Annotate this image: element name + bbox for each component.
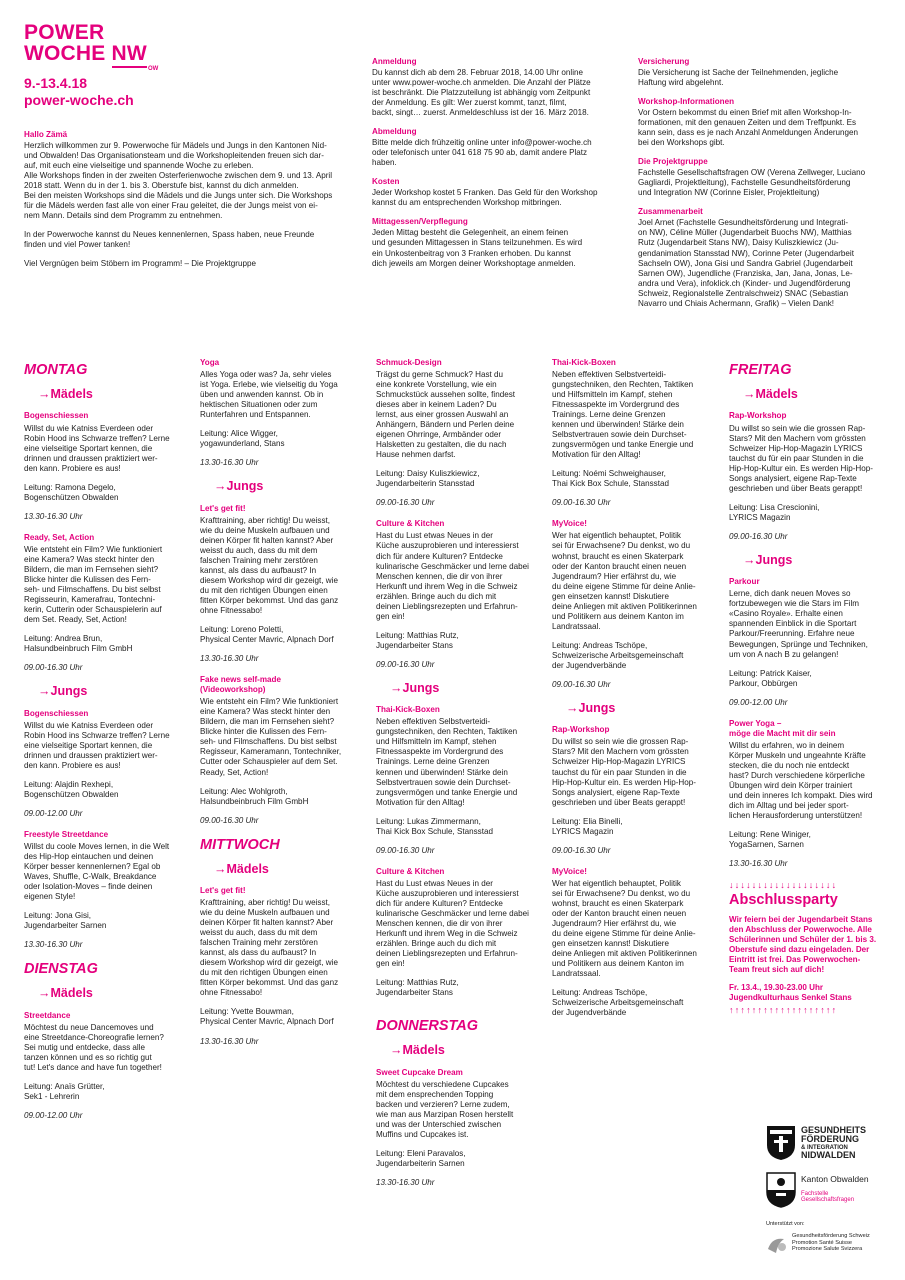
logo-title-line1: POWER [24, 21, 105, 44]
workshop-leader: Leitung: Ramona Degelo, Bogenschützen Obwalden [24, 482, 119, 502]
workshop-time: 13.30-16.30 Uhr [24, 940, 83, 950]
workshop-entry[interactable] [24, 709, 189, 819]
intro-section [24, 130, 359, 269]
workshop-leader: Leitung: Andreas Tschöpe, Schweizerische Arbeitsgemeinschaft der Jugendverbände [552, 640, 684, 670]
program-column-4 [552, 358, 717, 1038]
workshop-time: 09.00-12.00 Uhr [24, 1110, 83, 1120]
workshop-time: 13.30-16.30 Uhr [376, 1177, 435, 1187]
workshop-leader: Leitung: Alec Wohlgroth, Halsundbeinbruch Film GmbH [200, 786, 309, 806]
workshop-leader: Leitung: Lisa Crescionini, LYRICS Magazin [729, 502, 820, 522]
info-middle-text: Jeder Workshop kostet 5 Franken. Das Geld für den Workshop kannst du am entsprechenden Workshop mitbringen. [372, 188, 598, 208]
workshop-time: 09.00-16.30 Uhr [552, 679, 611, 689]
info-middle-title: Kosten [372, 177, 400, 187]
workshop-title: Let's get fit! [200, 503, 246, 513]
workshop-title: Rap-Workshop [729, 411, 787, 421]
workshop-time: 09.00-16.30 Uhr [200, 815, 259, 825]
workshop-description: Krafttraining, aber richtig! Du weisst, wie du deine Muskeln aufbauen und deinen Körper fit halten kannst? Aber weisst du auch, dass du mit dem falschen Training mehr zerstören kannst, als dass du aufbaust? In diesem Workshop wird dir gezeigt, wie du mit den richtigen Übungen einen fitten Körper bekommst. Und das ganz ohne Fitnessabo! [200, 898, 339, 998]
workshop-leader: Leitung: Lukas Zimmermann, Thai Kick Box Schule, Stansstad [376, 816, 493, 836]
workshop-description: Du willst so sein wie die grossen Rap- Stars? Mit den Machern vom grössten Schweizer Hip-Hop-Magazin LYRICS tauchst du für ein paar Stunden in die Hip-Hop-Kultur ein. Es werden Hip-Hop- Songs analysiert, eigene Rap-Texte geschrieben und über Beats gerappt! [552, 737, 696, 807]
intro-paragraph-3: Viel Vergnügen beim Stöbern im Programm! – Die Projektgruppe [24, 259, 256, 269]
workshop-leader: Leitung: Anaïs Grütter, Sek1 - Lehrerin [24, 1081, 105, 1101]
workshop-entry[interactable] [729, 719, 894, 869]
workshop-entry[interactable] [200, 504, 365, 664]
workshop-entry[interactable] [200, 675, 365, 825]
workshop-title: Streetdance [24, 1010, 71, 1020]
workshop-title: Culture & Kitchen [376, 866, 445, 876]
group-heading: →Jungs [38, 684, 88, 699]
workshop-description: Wer hat eigentlich behauptet, Politik sei für Erwachsene? Du denkst, wo du wohnst, braucht es einen Skaterpark oder der Kanton braucht einen neuen Jugendraum? Hier erfährst du, wie du deine eigene Stimme für deine Anlie- gen einsetzen kannst! Diskutiere deine Anliegen mit aktiven Politikerinnen und Politikern aus deinem Kanton im Landratssaal. [552, 878, 697, 979]
ow-logo-sub: Fachstelle Gesellschaftsfragen [801, 1190, 855, 1204]
workshop-title: Freestyle Streetdance [24, 829, 109, 839]
workshop-time: 09.00-16.30 Uhr [552, 498, 611, 508]
workshop-title: Bogenschiessen [24, 411, 89, 421]
event-website[interactable]: power-woche.ch [24, 92, 134, 109]
workshop-entry[interactable] [552, 358, 717, 508]
workshop-entry[interactable] [552, 725, 717, 855]
logo-woche: WOCHE [24, 42, 106, 66]
workshop-description: Willst du erfahren, wo in deinem Körper Muskeln und ungeahnte Kräfte stecken, die du noch nie entdeckt hast? Durch verschiedene körperliche Übungen wird dein Körper trainiert und dein inneres Ich kompakt. Dies wird dich im Alltag und bei jeder sport- lichen Herausforderung unterstützen! [729, 740, 873, 820]
workshop-entry[interactable] [24, 1011, 189, 1121]
nidwalden-shield-icon [766, 1125, 796, 1161]
workshop-leader: Leitung: Andreas Tschöpe, Schweizerische Arbeitsgemeinschaft der Jugendverbände [552, 988, 684, 1018]
workshop-description: Willst du coole Moves lernen, in die Welt des Hip-Hop eintauchen und deinen Körper besser kennenlernen? Egal ob Waves, Shuffle, C-Walk, Breakdance oder Isolation-Moves – finde deinen eigenen Style! [24, 841, 170, 902]
workshop-time: 13.30-16.30 Uhr [200, 1036, 259, 1046]
abschluss-title: Abschlussparty [729, 892, 838, 909]
workshop-leader: Leitung: Loreno Poletti, Physical Center Mavric, Alpnach Dorf [200, 625, 334, 645]
workshop-leader: Leitung: Eleni Paravalos, Jugendarbeiterin Sarnen [376, 1148, 466, 1168]
workshop-title: Culture & Kitchen [376, 519, 445, 529]
workshop-time: 09.00-12.00 Uhr [729, 697, 788, 707]
workshop-title: Thai-Kick-Boxen [552, 358, 616, 367]
day-heading: DONNERSTAG [376, 1018, 479, 1035]
logo-gesundheitsfoerderung-nw [766, 1125, 891, 1161]
ow-logo-name: Kanton Obwalden [801, 1174, 869, 1184]
workshop-description: Alles Yoga oder was? Ja, sehr vieles ist Yoga. Erlebe, wie vielseitig du Yoga üben und anwenden kannst. Ob in hektischen Situationen oder zum Runterfahren und Entspannen. [200, 370, 338, 420]
day-heading: MONTAG [24, 362, 88, 378]
info-right-title: Die Projektgruppe [638, 157, 708, 167]
workshop-entry[interactable] [200, 886, 365, 1046]
logo-kanton-obwalden [766, 1172, 896, 1208]
workshop-leader: Leitung: Alice Wigger, yogawunderland, Stans [200, 429, 285, 449]
workshop-leader: Leitung: Elia Binelli, LYRICS Magazin [552, 816, 623, 836]
workshop-entry[interactable] [552, 867, 717, 1027]
info-right-text: Vor Ostern bekommst du einen Brief mit allen Workshop-In- formationen, mit den genauen Zeiten und dem Treffpunkt. Es kann sein, dass es je nach Anzahl Anmeldungen Änderungen bei den Workshops gibt. [638, 108, 859, 148]
group-heading: →Mädels [38, 986, 93, 1001]
workshop-title: Schmuck-Design [376, 358, 442, 367]
workshop-description: Wie entsteht ein Film? Wie funktioniert eine Kamera? Was steckt hinter den Bildern, die man im Fernsehen sieht? Blicke hinter die Kulissen des Fern- seh- und Filmschaffens. Du bist selbst Regisseurin, Kamerafrau, Tontechni- kerin, Cutterin oder Schauspielerin auf dem Set. Ready, Set, Action! [24, 544, 163, 624]
workshop-entry[interactable] [376, 705, 541, 855]
info-middle-title: Abmeldung [372, 127, 417, 137]
workshop-leader: Leitung: Noémi Schweighauser, Thai Kick Box Schule, Stansstad [552, 469, 669, 489]
workshop-title: Power Yoga – möge die Macht mit dir sein [729, 718, 836, 738]
workshop-title: Parkour [729, 577, 760, 587]
workshop-leader: Leitung: Alajdin Rexhepi, Bogenschützen Obwalden [24, 779, 119, 799]
workshop-time: 09.00-16.30 Uhr [376, 498, 435, 508]
group-heading: →Mädels [214, 861, 269, 876]
group-heading: →Mädels [743, 386, 798, 401]
intro-paragraph-2: In der Powerwoche kannst du Neues kennenlernen, Spass haben, neue Freunde finden und viel Power tanken! [24, 230, 315, 250]
workshop-description: Krafttraining, aber richtig! Du weisst, wie du deine Muskeln aufbauen und deinen Körper fit halten kannst? Aber weisst du auch, dass du mit dem falschen Training mehr zerstören kannst, als dass du aufbaust? In diesem Workshop wird dir gezeigt, wie du mit den richtigen Übungen einen fitten Körper bekommst. Und das ganz ohne Fitnessabo! [200, 515, 339, 616]
workshop-description: Trägst du gerne Schmuck? Hast du eine konkrete Vorstellung, wie ein Schmuckstück aussehen sollte, findest dieses aber in keinem Laden? Du lernst, aus einer grossen Auswahl an Anhängern, Bändern und Perlen deine eigenen Ohrringe, Armbänder oder Halsketten zu gestalten, die du nach Hause nehmen darfst. [376, 370, 516, 460]
workshop-time: 09.00-16.30 Uhr [376, 845, 435, 855]
workshop-description: Neben effektiven Selbstverteidi- gungstechniken, den Rechten, Taktiken und Hilfsmitteln im Kampf, stehen Fitnessaspekte im Vordergrund des Trainings. Lerne deine Grenzen kennen und überwinden! Stärke dein Selbstvertrauen sowie dein Durchset- zungsvermögen und tanke Energie und Motivation für den Alltag! [552, 370, 694, 460]
workshop-entry[interactable] [24, 533, 189, 673]
workshop-description: Hast du Lust etwas Neues in der Küche auszuprobieren und interessierst dich für andere Kulturen? Entdecke kulinarische Geschmäcker und lerne dabei Menschen kennen, die dir von ihrer Herkunft und ihrem Weg in die Schweiz erzählen. Bringe auch du dich mit deinen Lieblingsrezepten und Erfahrun- gen ein! [376, 531, 529, 621]
workshop-leader: Leitung: Jona Gisi, Jugendarbeiter Sarnen [24, 911, 107, 931]
intro-paragraph-1: Herzlich willkommen zur 9. Powerwoche für Mädels und Jungs in den Kantonen Nid- und Obwalden! Das Organisationsteam und die Workshopleitenden freuen sich dar- auf, mit euch eine vielseitige und spannende Woche zu erleben. Alle Workshops finden in der zweiten Osterferienwoche zwischen dem 9. und 13. April 2018 statt. Wenn du in der 1. bis 3. Oberstufe bist, kannst du dich anmelden. Bei den meisten Workshops sind die Mädels und die Jungs unter sich. Die Workshops für die Mädels werden fast alle von einer Frau geleitet, die der Jungs meist von ei- nem Mann. Details sind dem Programm zu entnehmen. [24, 141, 333, 221]
supported-by-label: Unterstützt von: [766, 1221, 805, 1227]
workshop-title: Yoga [200, 358, 220, 367]
workshop-title: Thai-Kick-Boxen [376, 705, 440, 715]
logo-gesundheitsfoerderung-schweiz [766, 1221, 896, 1255]
info-right-title: Zusammenarbeit [638, 207, 703, 217]
workshop-description: Möchtest du verschiedene Cupcakes mit dem ensprechenden Topping backen und verzieren? Lerne zudem, wie man aus Marzipan Rosen herstellt und was der Unterschied zwischen Muffins und Cupcakes ist. [376, 1079, 514, 1139]
workshop-title: Sweet Cupcake Dream [376, 1067, 463, 1077]
nw-logo-line1: GESUNDHEITS [801, 1124, 867, 1135]
workshop-entry[interactable] [376, 1068, 541, 1188]
logo-nw: NW [112, 42, 147, 68]
logo-ow: OW [148, 65, 159, 72]
workshop-leader: Leitung: Matthias Rutz, Jugendarbeiter Stans [376, 630, 459, 650]
workshop-title: Rap-Workshop [552, 725, 610, 735]
intro-heading: Hallo Zämä [24, 130, 68, 139]
nw-logo-line3: & INTEGRATION [801, 1144, 848, 1151]
gesundheitsfoerderung-schweiz-icon [766, 1233, 788, 1255]
group-heading: →Jungs [390, 680, 440, 695]
info-middle-title: Mittagessen/Verpflegung [372, 217, 468, 227]
workshop-leader: Leitung: Daisy Kuliszkiewicz, Jugendarbeiterin Stansstad [376, 469, 480, 489]
nw-logo-line2: FÖRDERUNG [801, 1134, 859, 1145]
workshop-title: MyVoice! [552, 866, 587, 876]
day-heading: MITTWOCH [200, 836, 280, 853]
workshop-description: Neben effektiven Selbstverteidi- gungstechniken, den Rechten, Taktiken und Hilfsmitteln im Kampf, stehen Fitnessaspekte im Vordergrund des Trainings. Lerne deine Grenzen kennen und überwinden! Stärke dein Selbstvertrauen sowie dein Durchset- zungsvermögen und tanke Energie und Motivation für den Alltag! [376, 717, 518, 807]
day-heading: DIENSTAG [24, 961, 98, 978]
group-heading: →Jungs [743, 552, 793, 567]
abschluss-description: Wir feiern bei der Jugendarbeit Stans den Abschluss der Powerwoche. Alle Schülerinnen und Schüler der 1. bis 3. Oberstufe sind dazu eingeladen. Der Eintritt ist frei. Das Powerwochen- Team freut sich auf dich! [729, 915, 877, 975]
workshop-description: Willst du wie Katniss Everdeen oder Robin Hood ins Schwarze treffen? Lerne eine vielseitige Sportart kennen, die drinnen und draussen praktiziert wer- den kann. Probiere es aus! [24, 720, 170, 770]
info-middle-text: Jeden Mittag besteht die Gelegenheit, an einem feinen und gesunden Mittagessen in Stans teilzunehmen. Es wird ein Unkostenbeitrag von 3 Franken erhoben. Du kannst dich jeweils am Morgen deiner Workshoptage anmelden. [372, 228, 583, 268]
workshop-time: 09.00-16.30 Uhr [24, 663, 83, 673]
workshop-description: Hast du Lust etwas Neues in der Küche auszuprobieren und interessierst dich für andere Kulturen? Entdecke kulinarische Geschmäcker und lerne dabei Menschen kennen, die dir von ihrer Herkunft und ihrem Weg in die Schweiz erzählen. Bringe auch du dich mit deinen Lieblingsrezepten und Erfahrun- gen ein! [376, 878, 529, 968]
info-middle-title: Anmeldung [372, 57, 417, 66]
workshop-leader: Leitung: Rene Winiger, YogaSarnen, Sarnen [729, 829, 811, 849]
group-heading: →Mädels [390, 1043, 445, 1058]
arrows-down-icon: ↓↓↓↓↓↓↓↓↓↓↓↓↓↓↓↓↓↓↓ [729, 880, 838, 891]
workshop-time: 13.30-16.30 Uhr [200, 458, 259, 468]
nw-logo-line4: NIDWALDEN [801, 1149, 856, 1160]
workshop-title: MyVoice! [552, 519, 587, 529]
abschluss-section [729, 880, 894, 1017]
program-column-1 [24, 358, 189, 1132]
workshop-entry[interactable] [200, 358, 365, 468]
workshop-entry[interactable] [24, 830, 189, 950]
info-right-title: Versicherung [638, 57, 690, 66]
info-right-text: Joel Arnet (Fachstelle Gesundheitsförderung und Integrati- on NW), Céline Müller (Jugendarbeit Buochs NW), Matthias Rutz (Jugendarbeit Stans NW), Daisy Kuliszkiewicz (Ju- gendanimation Stansstad NW), Corinne Peter (Jugendarbeit Sachseln OW), Jona Gisi und Sandra Gabriel (Jugendarbeit Sarnen OW), Jugendliche (Franziska, Jan, Jana, Jonas, Le- andra und Vera), infoklick.ch (Kinder- und Jugendförderung Schweiz, Regionalstelle Zentralschweiz) SNAC (Sebastian Navarro und Chiais Achermann, Grafik) – Vielen Dank! [638, 218, 854, 308]
workshop-title: Bogenschiessen [24, 708, 89, 718]
workshop-time: 09.00-16.30 Uhr [376, 659, 435, 669]
group-heading: →Mädels [38, 386, 93, 401]
group-heading: →Jungs [214, 479, 264, 494]
workshop-title: Ready, Set, Action [24, 532, 95, 542]
info-middle-text: Du kannst dich ab dem 28. Februar 2018, 14.00 Uhr online unter www.power-woche.ch anmelden. Die Anzahl der Plätze ist beschränkt. Die Platzzuteilung ist abhängig vom Zeitpunkt der Anmeldung. Es gilt: Wer zuerst kommt, tanzt, filmt, backt, singt… zuerst. Anmeldeschluss ist der 16. März 2018. [372, 68, 591, 118]
group-heading: →Jungs [566, 700, 616, 715]
workshop-time: 09.00-16.30 Uhr [552, 845, 611, 855]
logo-block [24, 22, 158, 109]
workshop-time [552, 1018, 717, 1027]
workshop-title: Fake news self-made (Videoworkshop) [200, 675, 281, 695]
gfs-logo-text: Gesundheitsförderung Schweiz Promotion Santé Suisse Promozione Salute Svizzera [792, 1232, 870, 1253]
workshop-entry[interactable] [729, 577, 894, 707]
workshop-description: Wie entsteht ein Film? Wie funktioniert eine Kamera? Was steckt hinter den Bildern, die man im Fernsehen sieht? Blicke hinter die Kulissen des Fern- seh- und Filmschaffens. Du bist selbst Regisseur, Kameramann, Tontechniker, Cutter oder Schauspieler auf dem Set. Ready, Set, Action! [200, 697, 342, 777]
abschluss-info: Fr. 13.4., 19.30-23.00 Uhr Jugendkulturhaus Senkel Stans [729, 983, 852, 1003]
workshop-time: 13.30-16.30 Uhr [729, 859, 788, 869]
workshop-leader: Leitung: Yvette Bouwman, Physical Center Mavric, Alpnach Dorf [200, 1007, 334, 1027]
workshop-entry[interactable] [376, 358, 541, 508]
workshop-time [376, 998, 541, 1007]
workshop-time: 09.00-16.30 Uhr [729, 531, 788, 541]
program-column-3 [376, 358, 541, 1199]
logo-title-line2 [24, 43, 158, 64]
workshop-leader: Leitung: Patrick Kaiser, Parkour, Obbürgen [729, 668, 812, 688]
info-right-title: Workshop-Informationen [638, 97, 735, 107]
workshop-entry[interactable] [376, 867, 541, 1007]
workshop-entry[interactable] [552, 519, 717, 689]
info-right-text: Fachstelle Gesellschaftsfragen OW (Verena Zellweger, Luciano Gagliardi, Projektleitung), Fachstelle Gesundheitsförderung und Integration NW (Corinne Eisler, Projektleitung) [638, 168, 866, 198]
workshop-time: 13.30-16.30 Uhr [24, 511, 83, 521]
day-heading: FREITAG [729, 362, 792, 378]
arrows-up-icon: ↑↑↑↑↑↑↑↑↑↑↑↑↑↑↑↑↑↑↑ [729, 1005, 838, 1016]
info-right [638, 57, 888, 309]
event-dates: 9.-13.4.18 [24, 75, 88, 92]
info-right-text: Die Versicherung ist Sache der Teilnehmenden, jegliche Haftung wird abgelehnt. [638, 68, 839, 88]
workshop-time: 09.00-12.00 Uhr [24, 808, 83, 818]
workshop-description: Du willst so sein wie die grossen Rap- Stars? Mit den Machern vom grössten Schweizer Hip-Hop-Magazin LYRICS tauchst du für ein paar Stunden in die Hip-Hop-Kultur ein. Es werden Hip-Hop- Songs analysiert, eigene Rap-Texte geschrieben und über Beats gerappt! [729, 423, 873, 493]
program-column-5 [729, 358, 894, 1017]
workshop-description: Möchtest du neue Dancemoves und eine Streetdance-Choreografie lernen? Sei mutig und entdecke, dass alle tanzen können und es so richtig gut tut! Let's dance and have fun together! [24, 1022, 164, 1072]
workshop-entry[interactable] [376, 519, 541, 669]
workshop-entry[interactable] [729, 411, 894, 541]
workshop-description: Willst du wie Katniss Everdeen oder Robin Hood ins Schwarze treffen? Lerne eine vielseitige Sportart kennen, die drinnen und draussen praktiziert wer- den kann. Probiere es aus! [24, 423, 170, 473]
obwalden-shield-icon [766, 1172, 796, 1208]
info-middle-text: Bitte melde dich frühzeitig online unter info@power-woche.ch oder telefonisch unter 041 618 75 90 ab, damit andere Platz haben. [372, 138, 592, 168]
workshop-leader: Leitung: Andrea Brun, Halsundbeinbruch Film GmbH [24, 634, 133, 654]
workshop-time: 13.30-16.30 Uhr [200, 654, 259, 664]
program-column-2 [200, 358, 365, 1058]
workshop-title: Let's get fit! [200, 886, 246, 896]
workshop-entry[interactable] [24, 411, 189, 521]
workshop-description: Wer hat eigentlich behauptet, Politik sei für Erwachsene? Du denkst, wo du wohnst, braucht es einen Skaterpark oder der Kanton braucht einen neuen Jugendraum? Hier erfährst du, wie du deine eigene Stimme für deine Anlie- gen einsetzen kannst! Diskutiere deine Anliegen mit aktiven Politikerinnen und Politikern aus deinem Kanton im Landratssaal. [552, 531, 697, 631]
workshop-description: Lerne, dich dank neuen Moves so fortzubewegen wie die Stars im Film «Casino Royale». Erhalte einen spannenden Einblick in die Sportart Parkour/Freerunning. Erfahre neue Bewegungen, Sprünge und Techniken, um von A nach B zu gelangen! [729, 589, 868, 659]
workshop-leader: Leitung: Matthias Rutz, Jugendarbeiter Stans [376, 978, 459, 998]
info-middle [372, 57, 627, 269]
